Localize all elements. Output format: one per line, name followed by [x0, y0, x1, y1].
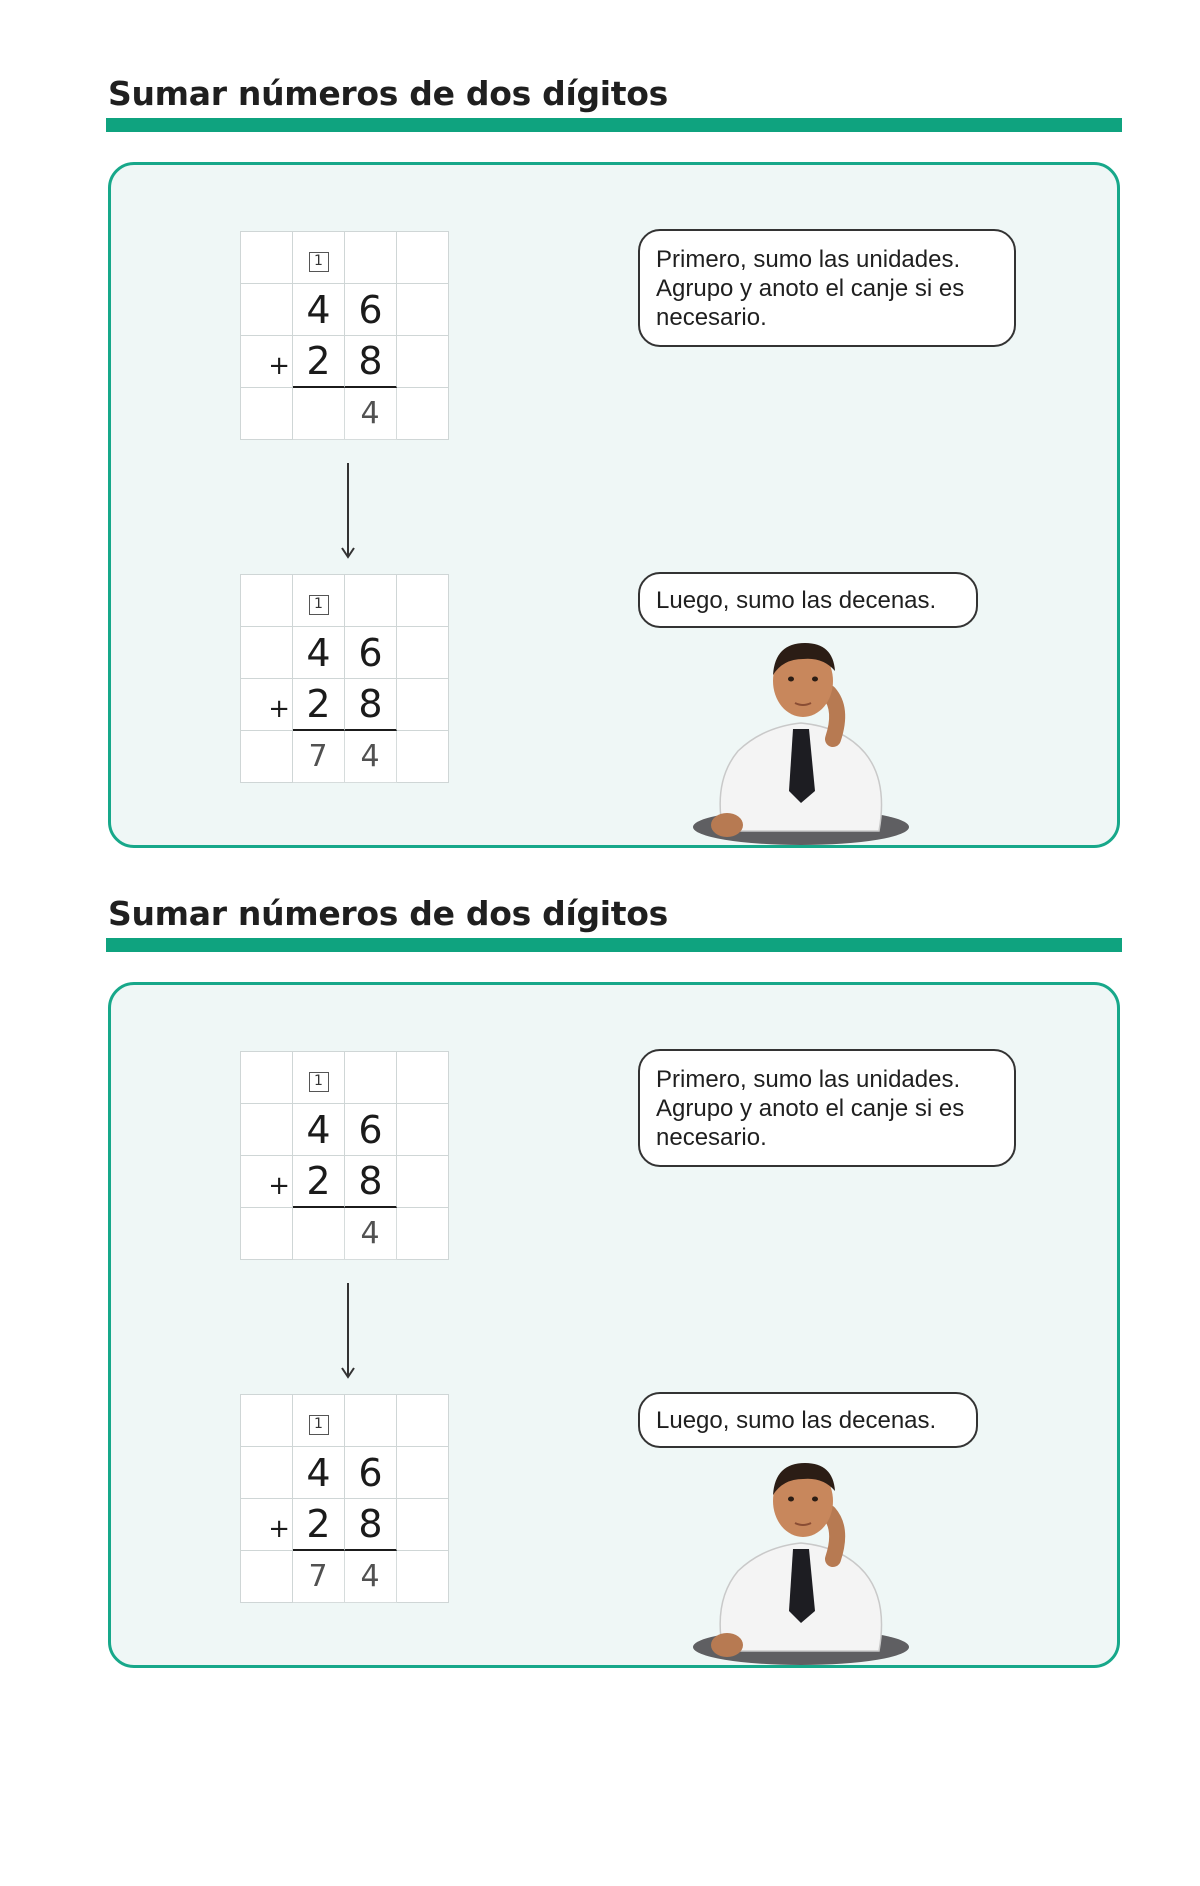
section-title: Sumar números de dos dígitos: [108, 74, 668, 113]
title-underline: [106, 938, 1122, 952]
digit-top-units: 6: [345, 627, 397, 679]
plus-sign: +: [268, 1171, 290, 1201]
digit-top-tens: 4: [293, 1104, 345, 1156]
plus-sign: +: [268, 694, 290, 724]
plus-sign: +: [268, 1514, 290, 1544]
speech-bubble-units: Primero, sumo las unidades. Agrupo y anoto el canje si es necesario.: [638, 1049, 1016, 1167]
result-tens: [293, 1208, 345, 1260]
carry-box: 1: [309, 1415, 329, 1435]
section-title: Sumar números de dos dígitos: [108, 894, 668, 933]
digit-top-units: 6: [345, 1447, 397, 1499]
result-units: 4: [345, 388, 397, 440]
result-units: 4: [345, 1551, 397, 1603]
lesson-section-1: [0, 0, 1200, 820]
result-units: 4: [345, 1208, 397, 1260]
result-tens: 7: [293, 1551, 345, 1603]
carry-box: 1: [309, 1072, 329, 1092]
digit-bottom-units: 8: [345, 1156, 397, 1208]
arrow-down-icon: [341, 1283, 355, 1379]
addition-grid-step1: [240, 231, 449, 440]
title-underline: [106, 118, 1122, 132]
thinking-boy-illustration: [683, 1451, 913, 1665]
result-units: 4: [345, 731, 397, 783]
example-panel: [108, 982, 1120, 1668]
example-panel: [108, 162, 1120, 848]
lesson-section-2: [0, 820, 1200, 1640]
plus-sign: +: [268, 351, 290, 381]
digit-bottom-tens: 2: [293, 679, 345, 731]
digit-bottom-tens: 2: [293, 1156, 345, 1208]
carry-box: 1: [309, 252, 329, 272]
carry-box: 1: [309, 595, 329, 615]
digit-top-tens: 4: [293, 284, 345, 336]
result-tens: [293, 388, 345, 440]
speech-bubble-units: Primero, sumo las unidades. Agrupo y anoto el canje si es necesario.: [638, 229, 1016, 347]
speech-bubble-tens: Luego, sumo las decenas.: [638, 1392, 978, 1448]
addition-grid-step2: [240, 574, 449, 783]
digit-bottom-units: 8: [345, 336, 397, 388]
arrow-down-icon: [341, 463, 355, 559]
digit-top-tens: 4: [293, 1447, 345, 1499]
digit-bottom-units: 8: [345, 1499, 397, 1551]
digit-bottom-units: 8: [345, 679, 397, 731]
addition-grid-step2: [240, 1394, 449, 1603]
speech-bubble-tens: Luego, sumo las decenas.: [638, 572, 978, 628]
digit-bottom-tens: 2: [293, 336, 345, 388]
digit-bottom-tens: 2: [293, 1499, 345, 1551]
digit-top-units: 6: [345, 1104, 397, 1156]
digit-top-tens: 4: [293, 627, 345, 679]
digit-top-units: 6: [345, 284, 397, 336]
result-tens: 7: [293, 731, 345, 783]
addition-grid-step1: [240, 1051, 449, 1260]
thinking-boy-illustration: [683, 631, 913, 845]
